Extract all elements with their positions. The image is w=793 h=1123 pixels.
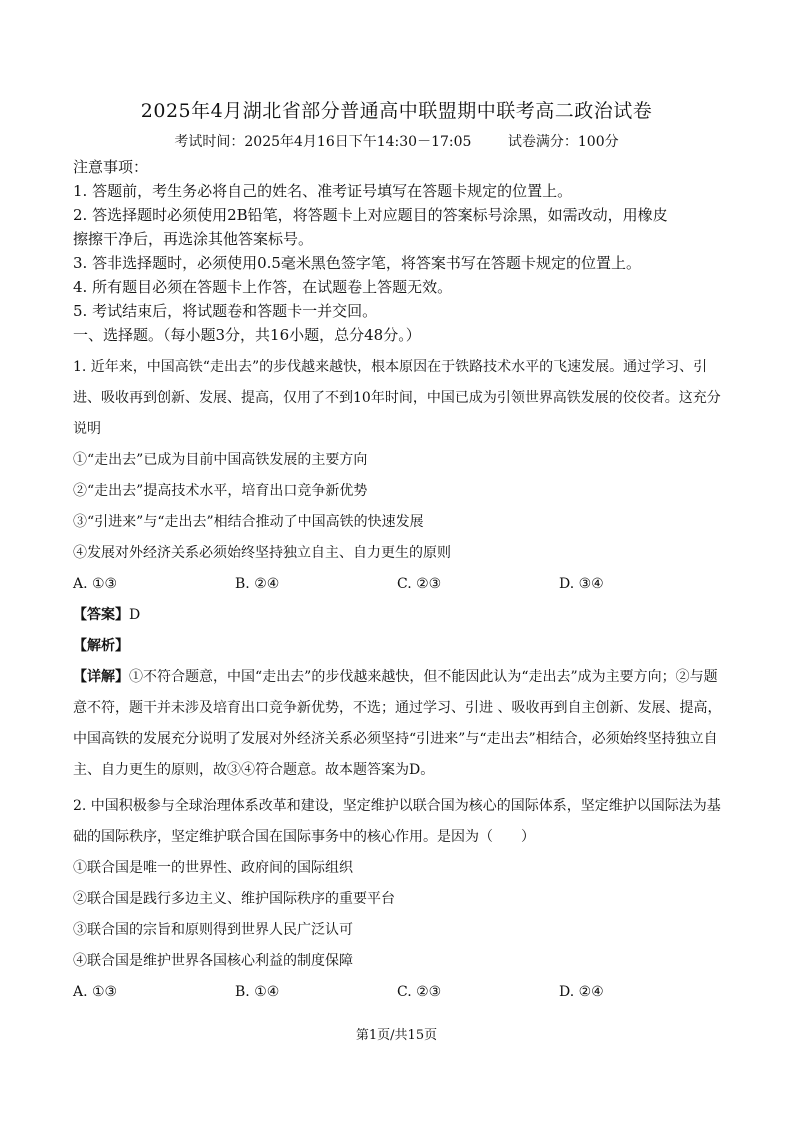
answer-value: D xyxy=(129,607,141,623)
exam-time: 考试时间：2025年4月16日下午14:30－17:05 xyxy=(174,134,472,150)
exam-info-line xyxy=(0,131,793,151)
option-c: C. ②③ xyxy=(397,576,442,592)
notice-item: 5. 考试结束后，将试题卷和答题卡一并交回。 xyxy=(73,302,378,320)
question-stem: 2. 中国积极参与全球治理体系改革和建设，坚定维护以联合国为核心的国际体系，坚定维护以国际法为基础的国际秩序，坚定维护联合国在国际事务中的核心作用。是因为（ ） xyxy=(73,798,721,845)
analysis-line xyxy=(73,631,723,662)
answer-options xyxy=(73,569,723,600)
page-footer: 第1页/共15页 xyxy=(355,1028,438,1043)
choice-item: ④联合国是维护世界各国核心利益的制度保障 xyxy=(73,953,353,969)
notice-item: 擦擦干净后，再选涂其他答案标号。 xyxy=(73,230,314,248)
section-title: 一、选择题。（每小题3分，共16小题，总分48分。） xyxy=(73,326,421,344)
answer-line xyxy=(73,600,723,631)
page-title: 2025年4月湖北省部分普通高中联盟期中联考高二政治试卷 xyxy=(140,100,653,122)
choice-item: ③“引进来”与“走出去”相结合推动了中国高铁的快速发展 xyxy=(73,514,424,530)
choice-item: ③联合国的宗旨和原则得到世界人民广泛认可 xyxy=(73,922,353,938)
detail-text: ①不符合题意，中国“走出去”的步伐越来越快，但不能因此认为“走出去”成为主要方向；②与题意不符，题干并未涉及培育出口竞争新优势，不选；通过学习、引进 、吸收再到自主创新、发展、提高，中国高铁的发展充分说明了发展对外经济关系必须坚持“引进来”与“走出去”相结合，必须始终坚持独立自主、自力更生的原则，故③④符合题意。故本题答案为D。 xyxy=(73,669,722,778)
option-a: A. ①③ xyxy=(73,576,118,592)
answer-label: 【答案】 xyxy=(73,607,129,623)
option-d: D. ③④ xyxy=(559,576,604,592)
option-b: B. ②④ xyxy=(235,576,280,592)
analysis-label: 【解析】 xyxy=(73,638,129,654)
option-b: B. ①④ xyxy=(235,984,280,1000)
notice-item: 3. 答非选择题时，必须使用0.5毫米黑色签字笔，将答案书写在答题卡规定的位置上。 xyxy=(73,254,641,272)
detail-paragraph xyxy=(73,662,723,786)
full-score: 试卷满分：100分 xyxy=(507,134,619,150)
choice-item: ①“走出去”已成为目前中国高铁发展的主要方向 xyxy=(73,452,368,468)
question-2 xyxy=(73,791,723,1008)
question-stem: 1. 近年来，中国高铁“走出去”的步伐越来越快，根本原因在于铁路技术水平的飞速发展。通过学习、引进、吸收再到创新、发展、提高，仅用了不到10年时间，中国已成为引领世界高铁发展的佼佼者。这充分说明 xyxy=(73,359,721,437)
choice-item: ④发展对外经济关系必须始终坚持独立自主、自力更生的原则 xyxy=(73,545,451,561)
choice-item: ②“走出去”提高技术水平，培育出口竞争新优势 xyxy=(73,483,368,499)
choice-item: ①联合国是唯一的世界性、政府间的国际组织 xyxy=(73,860,353,876)
notice-heading: 注意事项： xyxy=(73,158,149,176)
question-1 xyxy=(73,352,723,786)
notice-item: 1. 答题前，考生务必将自己的姓名、准考证号填写在答题卡规定的位置上。 xyxy=(73,182,573,200)
notice-item: 4. 所有题目必须在答题卡上作答，在试题卷上答题无效。 xyxy=(73,278,453,296)
option-c: C. ②③ xyxy=(397,984,442,1000)
notice-block xyxy=(73,155,733,347)
choice-item: ②联合国是践行多边主义、维护国际秩序的重要平台 xyxy=(73,891,395,907)
notice-item: 2. 答选择题时必须使用2B铅笔，将答题卡上对应题目的答案标号涂黑，如需改动，用橡皮 xyxy=(73,206,668,224)
answer-options xyxy=(73,977,723,1008)
option-d: D. ②④ xyxy=(559,984,604,1000)
detail-label: 【详解】 xyxy=(73,669,129,685)
option-a: A. ①③ xyxy=(73,984,118,1000)
